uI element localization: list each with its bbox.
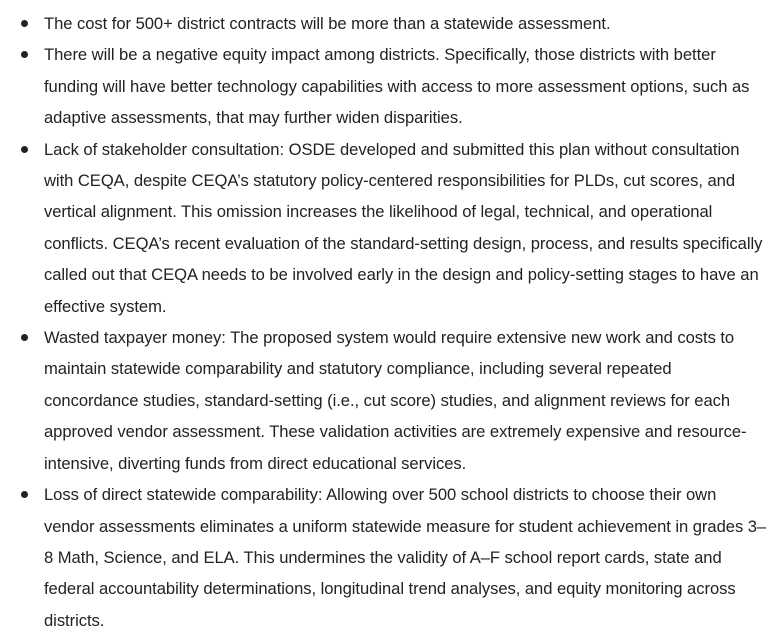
bullet-list <box>0 8 774 636</box>
list-item-stakeholder <box>0 134 774 322</box>
list-item-text: There will be a negative equity impact among districts. Specifically, those districts with better funding will have better technology capabilities with access to more assessment options, such as adaptive assessments, that may further widen disparities. <box>44 45 750 128</box>
document-body <box>0 8 774 636</box>
list-item-text: Loss of direct statewide comparability: Allowing over 500 school districts to choose their own vendor assessments eliminates a uniform statewide measure for student achievement in grades 3–8 Math, Science, and ELA. This undermines the validity of A–F school report cards, state and federal accountability determinations, longitudinal trend analyses, and equity monitoring across districts. <box>44 485 767 630</box>
list-item-taxpayer <box>0 322 774 479</box>
bullet-dot-icon <box>21 51 28 58</box>
list-item-equity <box>0 39 774 133</box>
bullet-dot-icon <box>21 146 28 153</box>
list-item-cost <box>0 8 774 39</box>
list-item-text: Lack of stakeholder consultation: OSDE developed and submitted this plan without consultation with CEQA, despite CEQA’s statutory policy-centered responsibilities for PLDs, cut scores, and vertical alignment. This omission increases the likelihood of legal, technical, and operational conflicts. CEQA’s recent evaluation of the standard-setting design, process, and results specifically called out that CEQA needs to be involved early in the design and policy-setting stages to have an effective system. <box>44 139 763 316</box>
list-item-text: Wasted taxpayer money: The proposed system would require extensive new work and costs to maintain statewide comparability and statutory compliance, including several repeated concordance studies, standard-setting (i.e., cut score) studies, and alignment reviews for each approved vendor assessment. These validation activities are extremely expensive and resource-intensive, diverting funds from direct educational services. <box>44 328 747 473</box>
list-item-text: The cost for 500+ district contracts will be more than a statewide assessment. <box>44 14 611 33</box>
list-item-comparability <box>0 479 774 636</box>
bullet-dot-icon <box>21 20 28 27</box>
bullet-dot-icon <box>21 334 28 341</box>
bullet-dot-icon <box>21 491 28 498</box>
